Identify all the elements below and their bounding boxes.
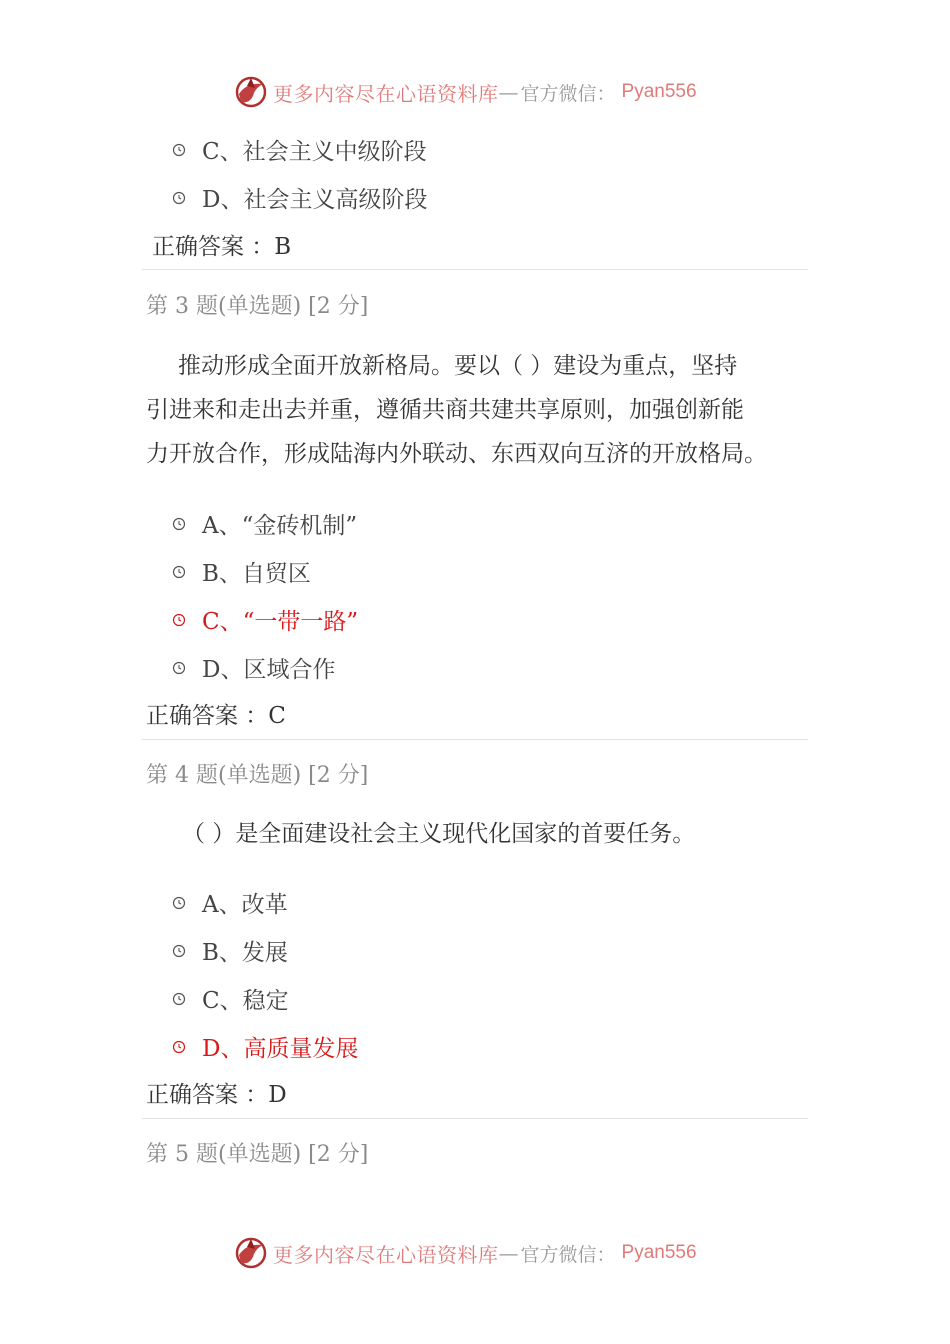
option-q3-a[interactable] (172, 507, 357, 540)
option-q3-b[interactable] (172, 555, 311, 588)
radio-icon (172, 191, 186, 205)
banner-dash: — (498, 80, 519, 104)
option-label: C、社会主义中级阶段 (202, 139, 427, 165)
option-q4-b[interactable] (172, 934, 288, 967)
divider (142, 739, 808, 740)
radio-icon (172, 143, 186, 157)
divider (142, 269, 808, 270)
option-q3-d[interactable] (172, 651, 335, 684)
option-q4-a[interactable] (172, 886, 288, 919)
stem-line: （ ）是全面建设社会主义现代化国家的首要任务。 (182, 821, 696, 847)
banner-wechat-id: Pyan556 (621, 1242, 697, 1263)
stem-line: 推动形成全面开放新格局。要以（ ）建设为重点，坚持 (178, 353, 738, 379)
radio-icon (172, 661, 186, 675)
question-header-5: 第 5 题(单选题) [2 分] (146, 1142, 369, 1167)
option-q4-c[interactable] (172, 982, 289, 1015)
radio-icon (172, 565, 186, 579)
option-q4-d[interactable] (172, 1030, 358, 1063)
logo-icon (233, 1235, 269, 1271)
banner-wechat-id: Pyan556 (621, 81, 697, 102)
radio-icon (172, 517, 186, 531)
question-stem-3 (146, 344, 822, 476)
radio-icon (172, 896, 186, 910)
banner-text: 更多内容尽在心语资料库 (273, 81, 499, 106)
correct-answer-prev: 正确答案 ：B (152, 234, 292, 260)
question-header-3: 第 3 题(单选题) [2 分] (146, 294, 369, 319)
banner-text: 更多内容尽在心语资料库 (273, 1242, 499, 1267)
option-prev-c[interactable] (172, 133, 427, 166)
option-label: B、自贸区 (202, 561, 311, 587)
option-label: D、高质量发展 (202, 1036, 359, 1062)
option-q3-c[interactable] (172, 603, 358, 636)
option-label: D、社会主义高级阶段 (202, 187, 428, 213)
option-label: C、“一带一路” (202, 609, 359, 635)
correct-answer-4: 正确答案 ：D (146, 1082, 287, 1108)
option-prev-d[interactable] (172, 181, 427, 214)
option-label: C、稳定 (202, 988, 289, 1014)
stem-line: 引进来和走出去并重，遵循共商共建共享原则，加强创新能 (146, 397, 744, 423)
radio-icon (172, 1040, 186, 1054)
option-label: A、改革 (202, 892, 288, 918)
radio-icon (172, 992, 186, 1006)
logo-icon (233, 74, 269, 110)
question-header-4: 第 4 题(单选题) [2 分] (146, 763, 369, 788)
banner-dash: — (498, 1241, 519, 1265)
footer-banner (233, 1234, 753, 1272)
option-label: D、区域合作 (202, 657, 336, 683)
divider (142, 1118, 808, 1119)
option-label: A、“金砖机制” (202, 513, 358, 539)
banner-wechat-label: 官方微信： (520, 1243, 616, 1266)
banner-wechat-label: 官方微信： (520, 82, 616, 105)
radio-icon (172, 613, 186, 627)
radio-icon (172, 944, 186, 958)
question-stem-4 (146, 812, 822, 856)
header-banner (233, 73, 753, 111)
correct-answer-3: 正确答案 ：C (146, 703, 286, 729)
stem-line: 力开放合作，形成陆海内外联动、东西双向互济的开放格局。 (146, 441, 767, 467)
option-label: B、发展 (202, 940, 288, 966)
